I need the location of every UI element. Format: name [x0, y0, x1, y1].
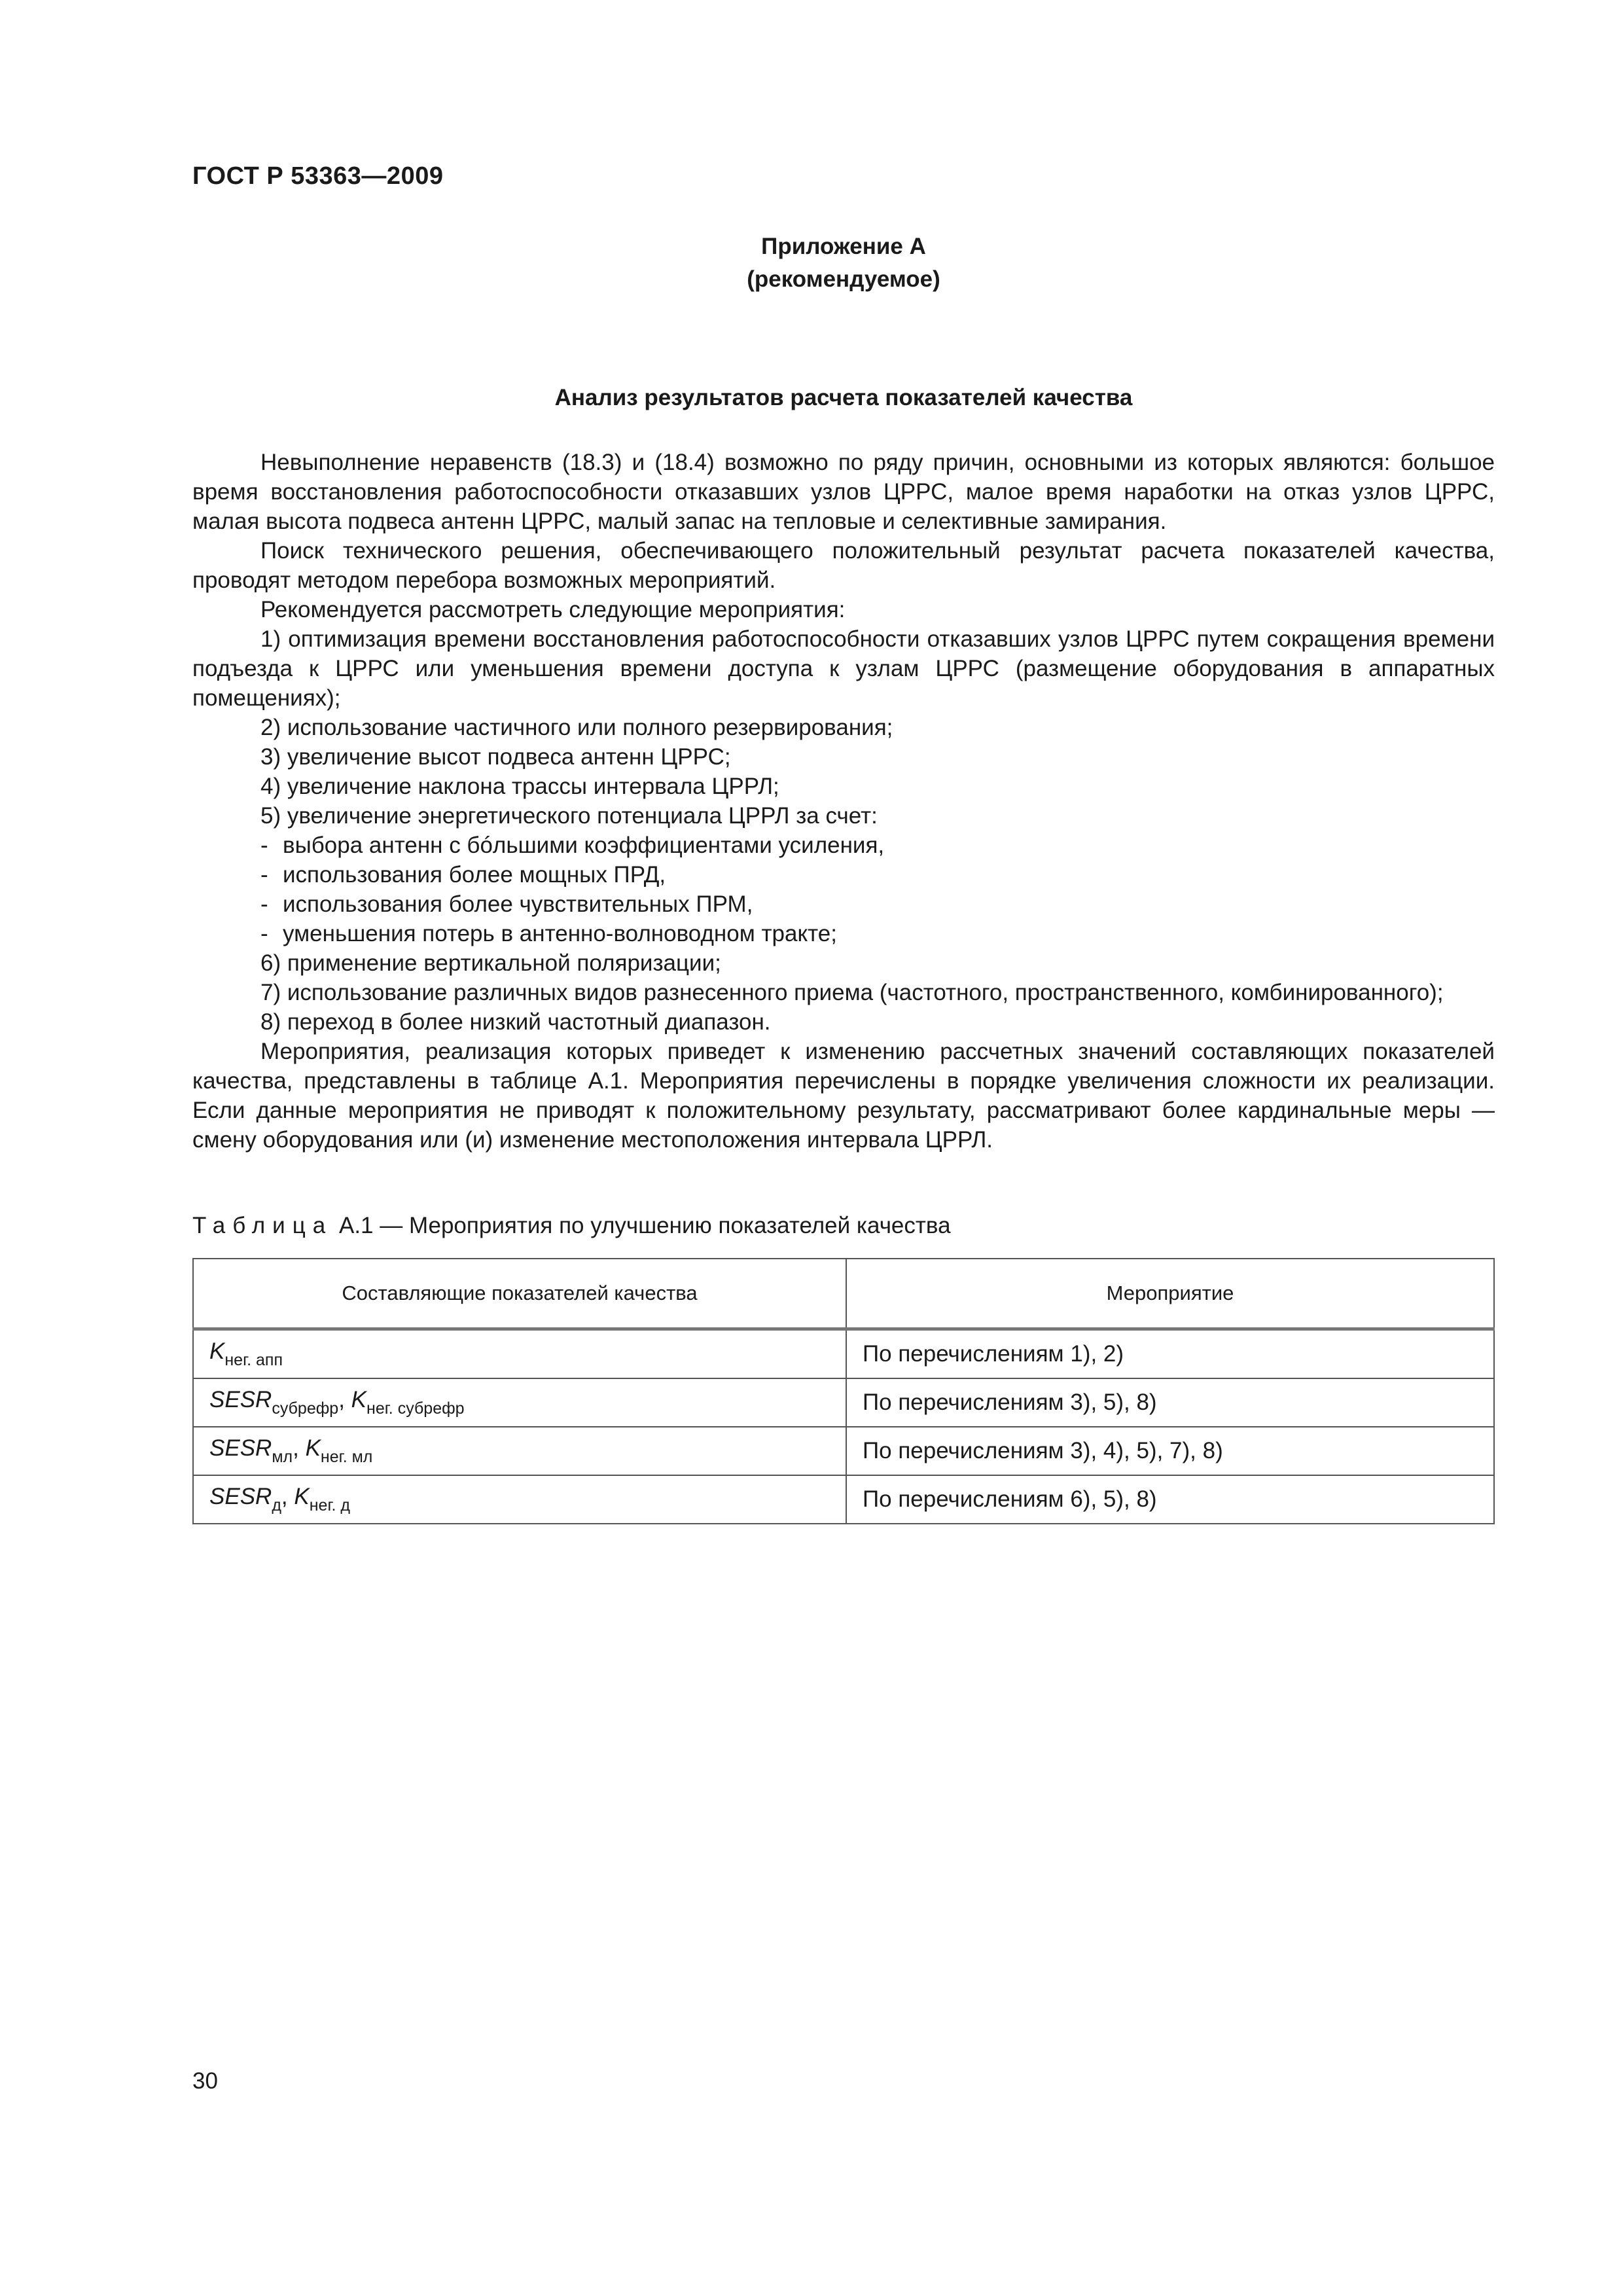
table-caption-label: Таблица: [192, 1213, 333, 1238]
table-caption: [192, 1213, 951, 1239]
measure-cell: По перечислениям 3), 4), 5), 7), 8): [846, 1427, 1494, 1475]
symbol: K: [351, 1387, 367, 1412]
list-item-4: 4) увеличение наклона трассы интервала ЦРРЛ;: [260, 774, 779, 799]
symbol: SESR: [209, 1484, 272, 1509]
list-item-5: 5) увеличение энергетического потенциала ЦРРЛ за счет:: [260, 803, 878, 829]
components-cell: [193, 1475, 846, 1524]
separator: ,: [293, 1435, 299, 1461]
paragraph-measures: Мероприятия, реализация которых приведет к изменению рассчетных значений составляющих показателей качества, представлены в таблице А.1. Мероприятия перечислены в порядке увеличения сложности их реализации. Если данные мероприятия не приводят к положительному результату, рассматривают более кардинальные меры — смену оборудования или (и) изменение местоположения интервала ЦРРЛ.: [192, 1039, 1495, 1153]
table-row: [193, 1427, 1494, 1475]
page-number: 30: [192, 2068, 218, 2094]
annex-title: Приложение А: [761, 234, 926, 259]
symbol: K: [209, 1338, 225, 1364]
separator: ,: [338, 1387, 345, 1412]
symbol: SESR: [209, 1387, 272, 1412]
paragraph-search: Поиск технического решения, обеспечивающего положительный результат расчета показателей качества, проводят методом перебора возможных мероприятий.: [192, 538, 1495, 593]
table-caption-text: А.1 — Мероприятия по улучшению показателей качества: [338, 1213, 951, 1238]
symbol-subscript: д: [272, 1496, 281, 1515]
measure-cell: По перечислениям 1), 2): [846, 1329, 1494, 1379]
list-item-2: 2) использование частичного или полного резервирования;: [260, 715, 893, 740]
symbol-subscript: нег. мл: [320, 1448, 373, 1466]
components-cell: [193, 1427, 846, 1475]
symbol: K: [294, 1484, 310, 1509]
list-item-7: 7) использование различных видов разнесенного приема (частотного, пространственного, комбинированного);: [260, 980, 1444, 1005]
header-components: Составляющие показателей качества: [193, 1259, 846, 1329]
separator: ,: [281, 1484, 288, 1509]
symbol-subscript: нег. апп: [224, 1351, 283, 1369]
measure-cell: По перечислениям 3), 5), 8): [846, 1378, 1494, 1427]
paragraph-reasons: Невыполнение неравенств (18.3) и (18.4) возможно по ряду причин, основными из которых являются: большое время восстановления работоспособности отказавших узлов ЦРРС, малое время наработки на отказ узлов ЦРРС, малая высота подвеса антенн ЦРРС, малый запас на тепловые и селективные замирания.: [192, 450, 1495, 534]
annex-status: (рекомендуемое): [747, 266, 940, 292]
components-cell: [193, 1378, 846, 1427]
table-row: [193, 1475, 1494, 1524]
section-title: Анализ результатов расчета показателей качества: [554, 385, 1133, 410]
list-item-3: 3) увеличение высот подвеса антенн ЦРРС;: [260, 744, 731, 770]
table-row: [193, 1329, 1494, 1379]
table-row: [193, 1378, 1494, 1427]
dash-item-2: - использования более мощных ПРД,: [260, 862, 666, 888]
symbol: SESR: [209, 1435, 272, 1461]
symbol-subscript: нег. субрефр: [366, 1399, 465, 1418]
components-cell: [193, 1329, 846, 1379]
symbol-subscript: мл: [272, 1448, 293, 1466]
measures-table: [192, 1258, 1495, 1524]
annex-heading: [192, 230, 1495, 296]
list-item-8: 8) переход в более низкий частотный диапазон.: [260, 1009, 771, 1035]
dash-item-4: - уменьшения потерь в антенно-волноводном тракте;: [260, 921, 837, 946]
list-item-1: 1) оптимизация времени восстановления работоспособности отказавших узлов ЦРРС путем сокращения времени подъезда к ЦРРС или уменьшения времени доступа к узлам ЦРРС (размещение оборудования в аппаратных помещениях);: [192, 626, 1495, 711]
body-text: [192, 448, 1495, 1155]
symbol: K: [305, 1435, 321, 1461]
document-code: ГОСТ Р 53363—2009: [192, 162, 444, 190]
paragraph-recommend: Рекомендуется рассмотреть следующие мероприятия:: [260, 597, 846, 622]
dash-item-1: - выбора антенн с бóльшими коэффициентами усиления,: [260, 833, 885, 858]
measure-cell: По перечислениям 6), 5), 8): [846, 1475, 1494, 1524]
list-item-6: 6) применение вертикальной поляризации;: [260, 950, 721, 976]
symbol-subscript: субрефр: [272, 1399, 339, 1418]
table-header-row: [193, 1259, 1494, 1329]
symbol-subscript: нег. д: [309, 1496, 350, 1515]
dash-item-3: - использования более чувствительных ПРМ,: [260, 891, 753, 917]
header-measure: Мероприятие: [846, 1259, 1494, 1329]
